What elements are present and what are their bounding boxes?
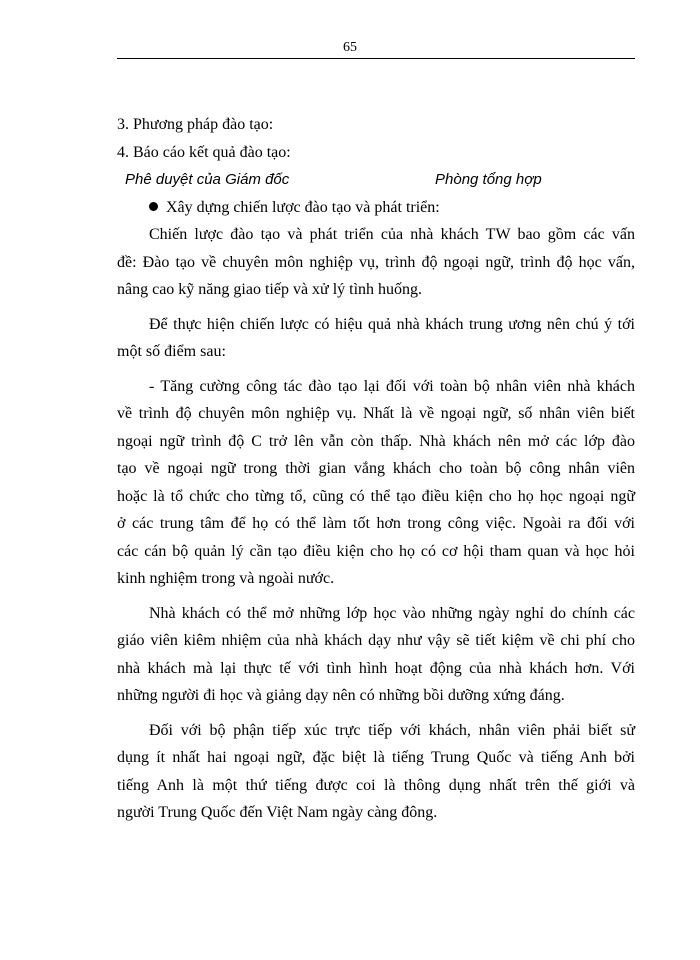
paragraph: [117, 600, 635, 710]
paragraph-line: kinh nghiệm trong và ngoài nước.: [117, 570, 335, 587]
paragraph: [117, 311, 635, 366]
paragraph-line: ngoại ngữ trình độ C trở lên vẫn còn thấp. Nhà khách nên mở các lớp đào: [117, 432, 635, 450]
bullet-heading: [117, 194, 635, 222]
paragraph: [117, 373, 635, 593]
paragraph: [117, 717, 635, 827]
bullet-icon: [149, 202, 158, 211]
paragraph-line: hoặc là tổ chức cho từng tổ, cũng có thể tạo điều kiện cho họ học ngoại ngữ: [117, 487, 635, 505]
header-rule: [117, 58, 635, 59]
paragraph-line: ở các trung tâm để họ có thể làm tốt hơn trong công việc. Ngoài ra đối với: [117, 515, 635, 532]
page-number: 65: [343, 40, 357, 55]
paragraph-line: nhà khách mà lại thực tế với tình hình hoạt động của nhà khách hơn. Với: [117, 659, 635, 677]
paragraphs: [117, 221, 635, 827]
paragraph: [117, 221, 635, 304]
signature-row: [117, 166, 635, 194]
paragraph-line: giáo viên kiêm nhiệm của nhà khách dạy như vậy sẽ tiết kiệm về chi phí cho: [117, 632, 635, 649]
paragraph-line: người Trung Quốc đến Việt Nam ngày càng đông.: [117, 804, 438, 821]
paragraph-line: Đối với bộ phận tiếp xúc trực tiếp với khách, nhân viên phải biết sử: [149, 721, 635, 739]
paragraph-line: đề: Đào tạo về chuyên môn nghiệp vụ, trình độ ngoại ngữ, trình độ học vấn,: [117, 253, 635, 271]
paragraph-line: về trình độ chuyên môn nghiệp vụ. Nhất là về ngoại ngữ, số nhân viên biết: [117, 405, 635, 422]
paragraph-line: Chiến lược đào tạo và phát triển của nhà khách TW bao gồm các vấn: [149, 226, 635, 243]
paragraph-line: Nhà khách có thể mở những lớp học vào những ngày nghỉ do chính các: [149, 604, 635, 622]
paragraph-line: Để thực hiện chiến lược có hiệu quả nhà khách trung ương nên chú ý tới: [149, 315, 635, 333]
item-training-method: 3. Phương pháp đào tạo:: [117, 116, 274, 133]
paragraph-line: tạo về ngoại ngữ trong thời gian vắng khách cho toàn bộ công nhân viên: [117, 460, 635, 477]
document-body: [117, 111, 635, 834]
paragraph-line: dụng ít nhất hai ngoại ngữ, đặc biệt là tiếng Trung Quốc và tiếng Anh bởi: [117, 749, 635, 766]
paragraph-line: tiếng Anh là một thứ tiếng được coi là thông dụng nhất trên thế giới và: [117, 776, 635, 794]
bullet-heading-text: Xây dựng chiến lược đào tạo và phát triển:: [166, 198, 440, 216]
paragraph-line: nâng cao kỹ năng giao tiếp và xử lý tình huống.: [117, 281, 423, 298]
paragraph-line: những người đi học và giảng dạy nên có những bồi dưỡng xứng đáng.: [117, 687, 565, 704]
paragraph-line: một số điểm sau:: [117, 343, 226, 360]
paragraph-line: - Tăng cường công tác đào tạo lại đối với toàn bộ nhân viên nhà khách: [149, 377, 635, 395]
signature-director: Phê duyệt của Giám đốc: [125, 171, 290, 188]
item-training-report: 4. Báo cáo kết quả đào tạo:: [117, 143, 291, 161]
paragraph-line: các cán bộ quản lý cần tạo điều kiện cho họ có cơ hội tham quan và học hỏi: [117, 542, 635, 560]
signature-general-dept: Phòng tổng hợp: [435, 171, 542, 188]
